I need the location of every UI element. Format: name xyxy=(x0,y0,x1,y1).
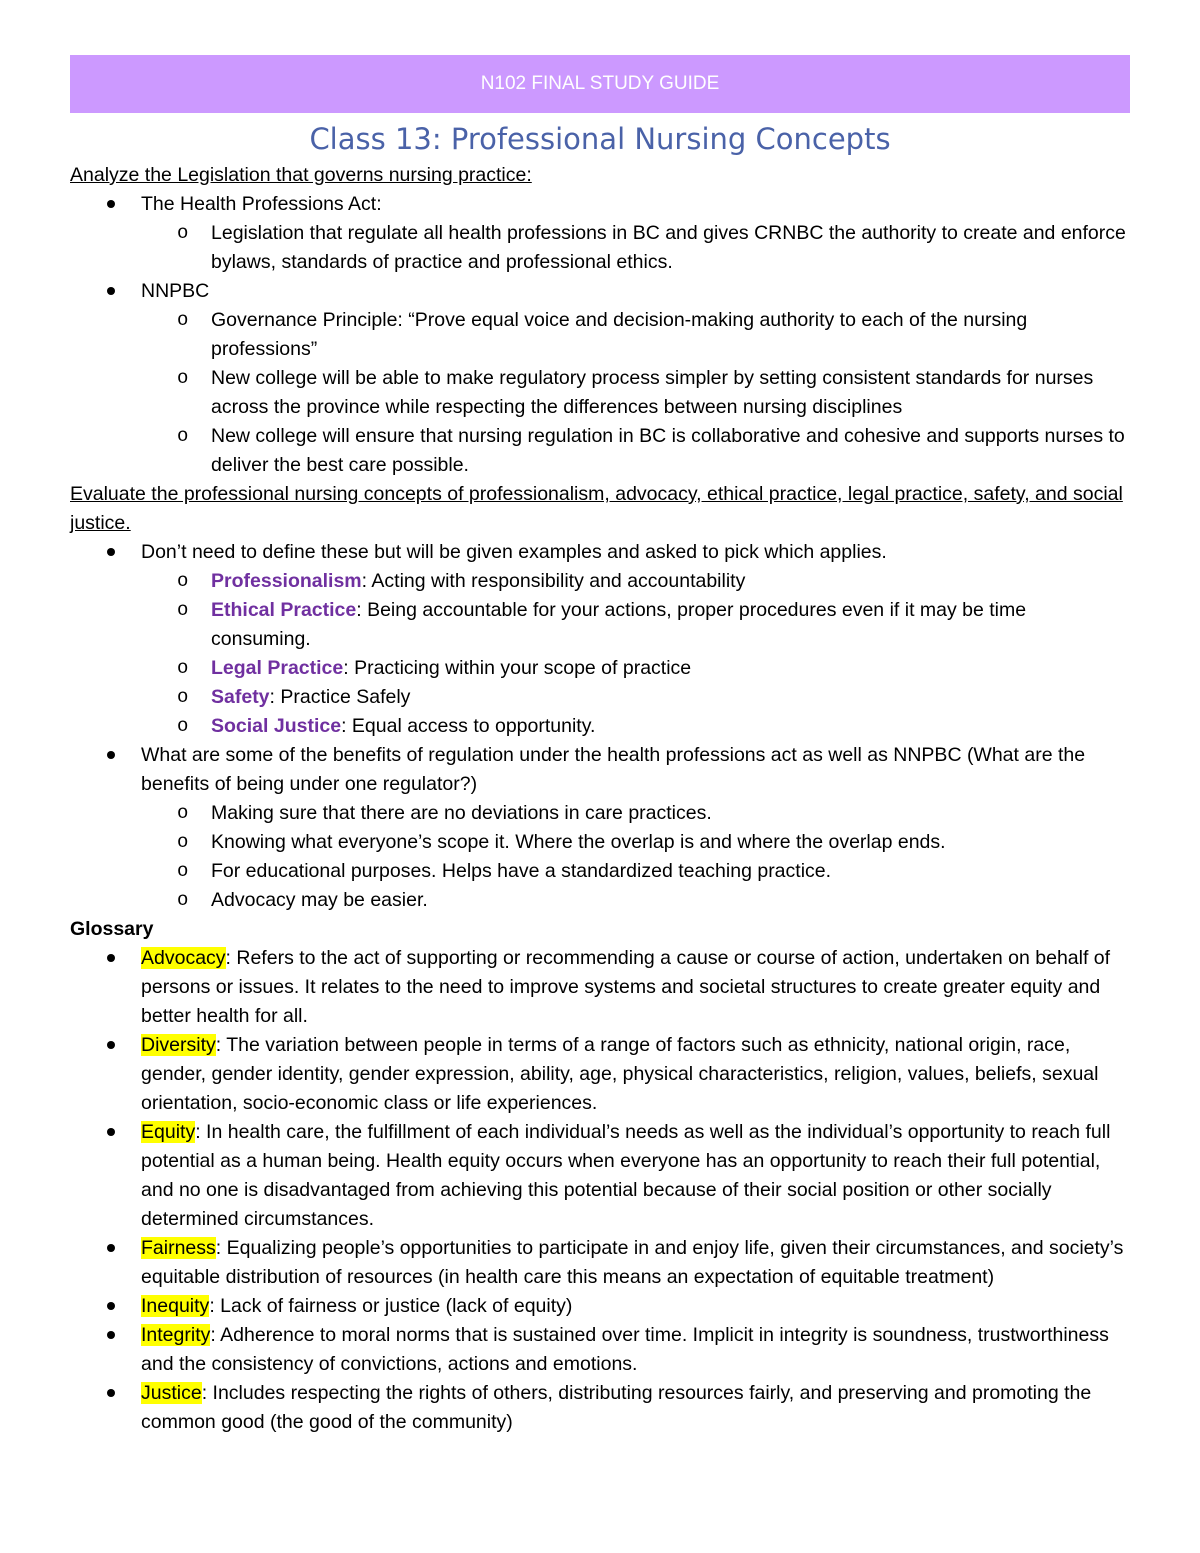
concept-item xyxy=(141,654,1130,683)
glossary-heading: Glossary xyxy=(70,918,154,940)
glossary-term: Integrity xyxy=(141,1324,211,1346)
concept-term: Professionalism xyxy=(211,570,362,592)
glossary-list xyxy=(70,944,1130,1437)
sub-list-item: o New college will ensure that nursing regulation in BC is collaborative and cohesive and supports nurses to deliver the best care possible. xyxy=(141,422,1130,480)
glossary-definition: : Lack of fairness or justice (lack of equity) xyxy=(209,1295,573,1317)
glossary-item xyxy=(70,1379,1130,1437)
list-item xyxy=(70,277,1130,480)
list-item xyxy=(70,538,1130,741)
sub-list-item: o Making sure that there are no deviations in care practices. xyxy=(141,799,1130,828)
bullet-text: What are some of the benefits of regulation under the health professions act as well as NNPBC (What are the benefits of being under one regulator?) xyxy=(141,744,1086,795)
glossary-definition: : Equalizing people’s opportunities to participate in and enjoy life, given their circumstances, and society’s equitable distribution of resources (in health care this means an expectation of equitable treatment) xyxy=(141,1237,1124,1288)
concept-term: Legal Practice xyxy=(211,657,344,679)
glossary-term: Justice xyxy=(141,1382,202,1404)
page-title: Class 13: Professional Nursing Concepts xyxy=(309,122,891,156)
section-heading-legislation: Analyze the Legislation that governs nursing practice: xyxy=(70,164,532,186)
glossary-term: Equity xyxy=(141,1121,196,1143)
concept-item xyxy=(141,596,1130,654)
sub-list-item: o Knowing what everyone’s scope it. Where the overlap is and where the overlap ends. xyxy=(141,828,1130,857)
glossary-definition: : The variation between people in terms of a range of factors such as ethnicity, national origin, race, gender, gender identity, gender expression, ability, age, physical characteristics, religion, values, beliefs, sexual orientation, socio-economic class or life experiences. xyxy=(141,1034,1099,1114)
concept-definition: : Practicing within your scope of practice xyxy=(343,657,692,679)
list-item xyxy=(70,190,1130,277)
sub-list xyxy=(141,567,1130,741)
bullet-text: The Health Professions Act: xyxy=(141,193,382,215)
glossary-definition: : Refers to the act of supporting or recommending a cause or course of action, undertaken on behalf of persons or issues. It relates to the need to improve systems and societal structures to create greater equity and better health for all. xyxy=(141,947,1111,1027)
glossary-definition: : Includes respecting the rights of others, distributing resources fairly, and preserving and promoting the common good (the good of the community) xyxy=(141,1382,1092,1433)
glossary-term: Fairness xyxy=(141,1237,216,1259)
sub-list-item: o Governance Principle: “Prove equal voice and decision-making authority to each of the nursing professions” xyxy=(141,306,1130,364)
concept-definition: : Practice Safely xyxy=(269,686,411,708)
glossary-item xyxy=(70,944,1130,1031)
sub-list-item: o New college will be able to make regulatory process simpler by setting consistent standards for nurses across the province while respecting the differences between nursing disciplines xyxy=(141,364,1130,422)
legislation-list xyxy=(70,190,1130,480)
sub-list xyxy=(141,219,1130,277)
concept-term: Ethical Practice xyxy=(211,599,357,621)
list-item xyxy=(70,741,1130,915)
concept-definition: : Acting with responsibility and accountability xyxy=(361,570,746,592)
header-banner xyxy=(70,55,1130,113)
concept-item xyxy=(141,683,1130,712)
concepts-list xyxy=(70,538,1130,915)
concept-item xyxy=(141,712,1130,741)
concept-term: Safety xyxy=(211,686,270,708)
sub-list-item: o For educational purposes. Helps have a standardized teaching practice. xyxy=(141,857,1130,886)
concept-item xyxy=(141,567,1130,596)
glossary-definition: : Adherence to moral norms that is sustained over time. Implicit in integrity is soundness, trustworthiness and the consistency of convictions, actions and emotions. xyxy=(141,1324,1109,1375)
sub-list xyxy=(141,799,1130,915)
sub-list xyxy=(141,306,1130,480)
glossary-term: Inequity xyxy=(141,1295,210,1317)
glossary-definition: : In health care, the fulfillment of each individual’s needs as well as the individual’s opportunity to reach full potential as a human being. Health equity occurs when everyone has an opportunity to reach their full potential, and no one is disadvantaged from achieving this potential because of their social position or other socially determined circumstances. xyxy=(141,1121,1111,1230)
bullet-text: Don’t need to define these but will be given examples and asked to pick which applies. xyxy=(141,541,887,563)
glossary-item xyxy=(70,1321,1130,1379)
glossary-term: Advocacy xyxy=(141,947,226,969)
concept-term: Social Justice xyxy=(211,715,342,737)
glossary-item xyxy=(70,1118,1130,1234)
banner-text: N102 FINAL STUDY GUIDE xyxy=(480,73,720,94)
bullet-text: NNPBC xyxy=(141,280,210,302)
glossary-item xyxy=(70,1234,1130,1292)
glossary-item xyxy=(70,1292,1130,1321)
concept-definition: : Equal access to opportunity. xyxy=(341,715,596,737)
concept-definition: : Being accountable for your actions, proper procedures even if it may be time consuming. xyxy=(211,599,1027,650)
document-body xyxy=(70,161,1130,1437)
sub-list-item: o Advocacy may be easier. xyxy=(141,886,1130,915)
sub-list-item: o Legislation that regulate all health professions in BC and gives CRNBC the authority to create and enforce bylaws, standards of practice and professional ethics. xyxy=(141,219,1130,277)
glossary-term: Diversity xyxy=(141,1034,216,1056)
section-heading-concepts: Evaluate the professional nursing concepts of professionalism, advocacy, ethical practice, legal practice, safety, and social justice. xyxy=(70,483,1123,534)
glossary-item xyxy=(70,1031,1130,1118)
